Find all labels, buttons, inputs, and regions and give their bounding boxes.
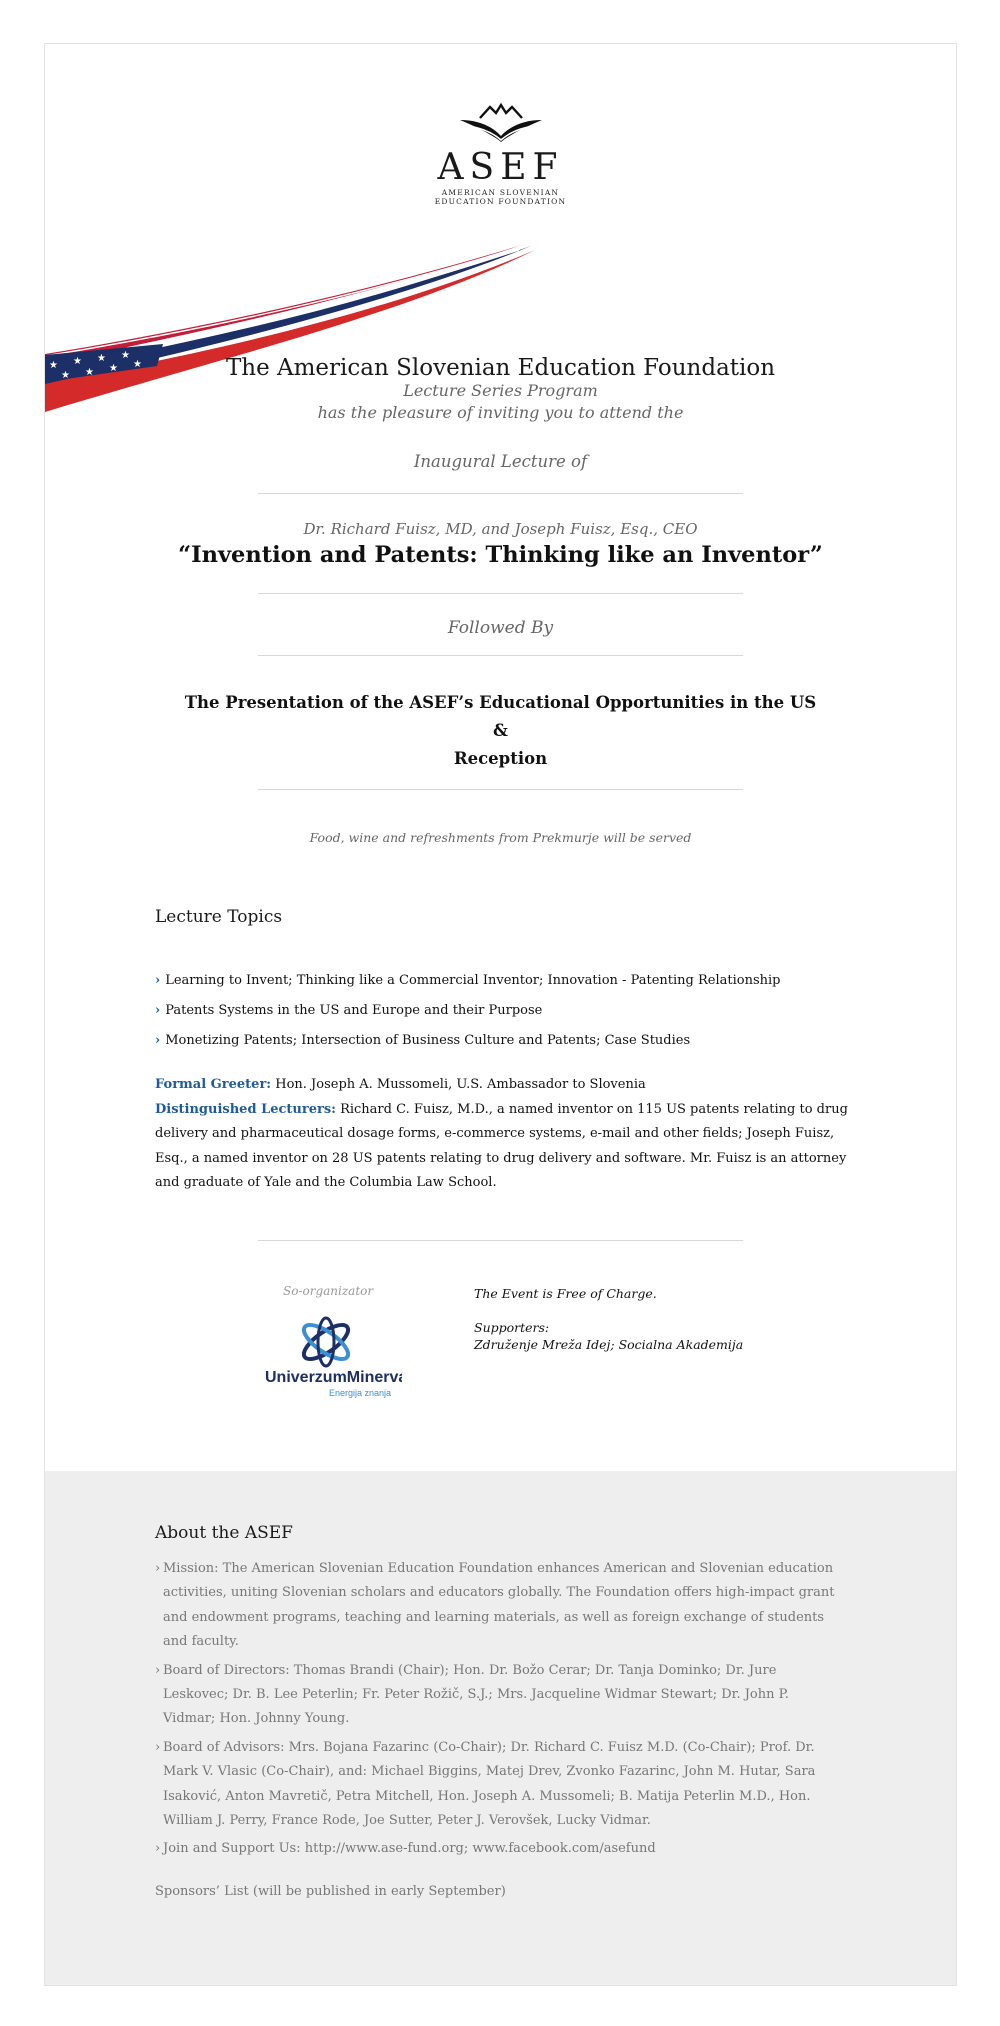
- supporters-label: Supporters:: [474, 1320, 550, 1335]
- topic-text: Monetizing Patents; Intersection of Business Culture and Patents; Case Studies: [165, 1033, 691, 1048]
- invite-text: has the pleasure of inviting you to attend the: [317, 403, 684, 422]
- svg-text:★: ★: [133, 359, 142, 370]
- org-title: The American Slovenian Education Foundation: [225, 355, 776, 381]
- univerzum-minerva-logo: [262, 1314, 402, 1414]
- lecturers-text: Richard C. Fuisz, M.D., a named inventor on 115 US patents relating to drug delivery and pharmaceutical dosage forms, e-commerce systems, e-mail and other fields; Joseph Fuisz, Esq., a named inventor on 28 US patents relating to drug delivery and software. Mr. Fuisz is an attorney and graduate of Yale and the Columbia Law School.: [155, 1101, 848, 1190]
- divider: [258, 789, 743, 790]
- lecture-topics-list: [155, 966, 855, 1056]
- about-title: About the ASEF: [155, 1523, 293, 1543]
- svg-text:★: ★: [85, 367, 94, 378]
- about-text: Board of Directors: Thomas Brandi (Chair); Hon. Dr. Božo Cerar; Dr. Tanja Dominko; Dr. Jure Leskovec; Dr. B. Lee Peterlin; Fr. Peter Rožič, S.J.; Mrs. Jacqueline Widmar Stewart; Dr. John P. Vidmar; Hon. Johnny Young.: [163, 1662, 789, 1727]
- chevron-right-icon: ›: [155, 973, 161, 988]
- followed-by: Followed By: [447, 618, 554, 638]
- lecture-topics-title: Lecture Topics: [155, 907, 283, 927]
- inaugural-label: Inaugural Lecture of: [413, 452, 588, 471]
- svg-text:★: ★: [109, 363, 118, 374]
- speakers: Dr. Richard Fuisz, MD, and Joseph Fuisz, Esq., CEO: [303, 520, 698, 538]
- join-links[interactable]: Join and Support Us: http://www.ase-fund.org; www.facebook.com/asefund: [163, 1841, 656, 1857]
- list-item: [155, 1659, 845, 1732]
- logo-subtitle-2: EDUCATION FOUNDATION: [434, 197, 567, 206]
- divider: [258, 1240, 743, 1241]
- svg-text:★: ★: [97, 353, 106, 364]
- coorganizer-name: UniverzumMinerva: [265, 1369, 402, 1386]
- program-name: Lecture Series Program: [403, 381, 598, 400]
- invitation-card: [44, 43, 957, 1986]
- divider: [258, 493, 743, 494]
- divider: [258, 593, 743, 594]
- minerva-emblem-icon: [262, 1314, 402, 1410]
- chevron-right-icon: ›: [155, 1003, 161, 1018]
- chevron-right-icon: ›: [155, 1662, 161, 1678]
- people-block: [155, 1073, 855, 1196]
- logo-subtitle-1: AMERICAN SLOVENIAN: [441, 188, 560, 197]
- topic-text: Patents Systems in the US and Europe and their Purpose: [165, 1003, 543, 1018]
- presentation-block: [45, 689, 956, 773]
- asef-logo: [45, 102, 956, 206]
- svg-text:★: ★: [49, 360, 58, 371]
- supporters-list: Združenje Mreža Idej; Socialna Akademija: [474, 1337, 744, 1352]
- list-item: [155, 1557, 845, 1655]
- ampersand: &: [493, 721, 508, 740]
- svg-text:★: ★: [61, 370, 70, 381]
- divider: [258, 655, 743, 656]
- list-item: [155, 1736, 845, 1834]
- chevron-right-icon: ›: [155, 1841, 161, 1857]
- list-item: [155, 996, 855, 1026]
- food-note: Food, wine and refreshments from Prekmurje will be served: [309, 830, 692, 845]
- list-item: [155, 1026, 855, 1056]
- mountain-wings-icon: [458, 102, 544, 146]
- supporters-block: [474, 1319, 743, 1353]
- about-text: Board of Advisors: Mrs. Bojana Fazarinc (Co-Chair); Dr. Richard C. Fuisz M.D. (Co-Chair); Prof. Dr. Mark V. Vlasic (Co-Chair), and: Michael Biggins, Matej Drev, Zvonko Fazarinc, John M. Hutar, Sara Isaković, Anton Mavretič, Petra Mitchell, Hon. Joseph A. Mussomeli; B. Matija Peterlin M.D., Hon. William J. Perry, France Rode, Joe Sutter, Peter J. Verovšek, Lucky Vidmar.: [163, 1739, 816, 1829]
- svg-text:★: ★: [73, 356, 82, 367]
- free-of-charge: The Event is Free of Charge.: [474, 1286, 657, 1301]
- greeter-text: Hon. Joseph A. Mussomeli, U.S. Ambassador to Slovenia: [271, 1077, 646, 1092]
- about-list: [155, 1557, 845, 1866]
- topic-text: Learning to Invent; Thinking like a Commercial Inventor; Innovation - Patenting Relationship: [165, 973, 781, 988]
- chevron-right-icon: ›: [155, 1561, 161, 1576]
- logo-wordmark: ASEF: [437, 147, 564, 188]
- sponsors-note: Sponsors’ List (will be published in early September): [155, 1884, 506, 1899]
- list-item: [155, 966, 855, 996]
- about-text: Mission: The American Slovenian Education Foundation enhances American and Slovenian education activities, uniting Slovenian scholars and educators globally. The Foundation offers high-impact grant and endowment programs, teaching and learning materials, as well as foreign exchange of students and faculty.: [163, 1561, 835, 1650]
- greeter-line: [155, 1073, 855, 1098]
- coorganizer-label: So-organizator: [283, 1284, 374, 1298]
- chevron-right-icon: ›: [155, 1739, 161, 1755]
- about-footer: [45, 1471, 956, 1985]
- svg-text:★: ★: [121, 350, 130, 361]
- reception: Reception: [453, 749, 548, 768]
- talk-title: “Invention and Patents: Thinking like an Inventor”: [178, 542, 823, 568]
- lecturers-line: [155, 1098, 855, 1196]
- presentation-title: The Presentation of the ASEF’s Educational Opportunities in the US: [184, 693, 817, 712]
- chevron-right-icon: ›: [155, 1033, 161, 1048]
- list-item: [155, 1837, 845, 1861]
- lecturers-label: Distinguished Lecturers:: [155, 1101, 336, 1117]
- coorganizer-tagline: Energija znanja: [329, 1388, 392, 1398]
- greeter-label: Formal Greeter:: [155, 1077, 272, 1092]
